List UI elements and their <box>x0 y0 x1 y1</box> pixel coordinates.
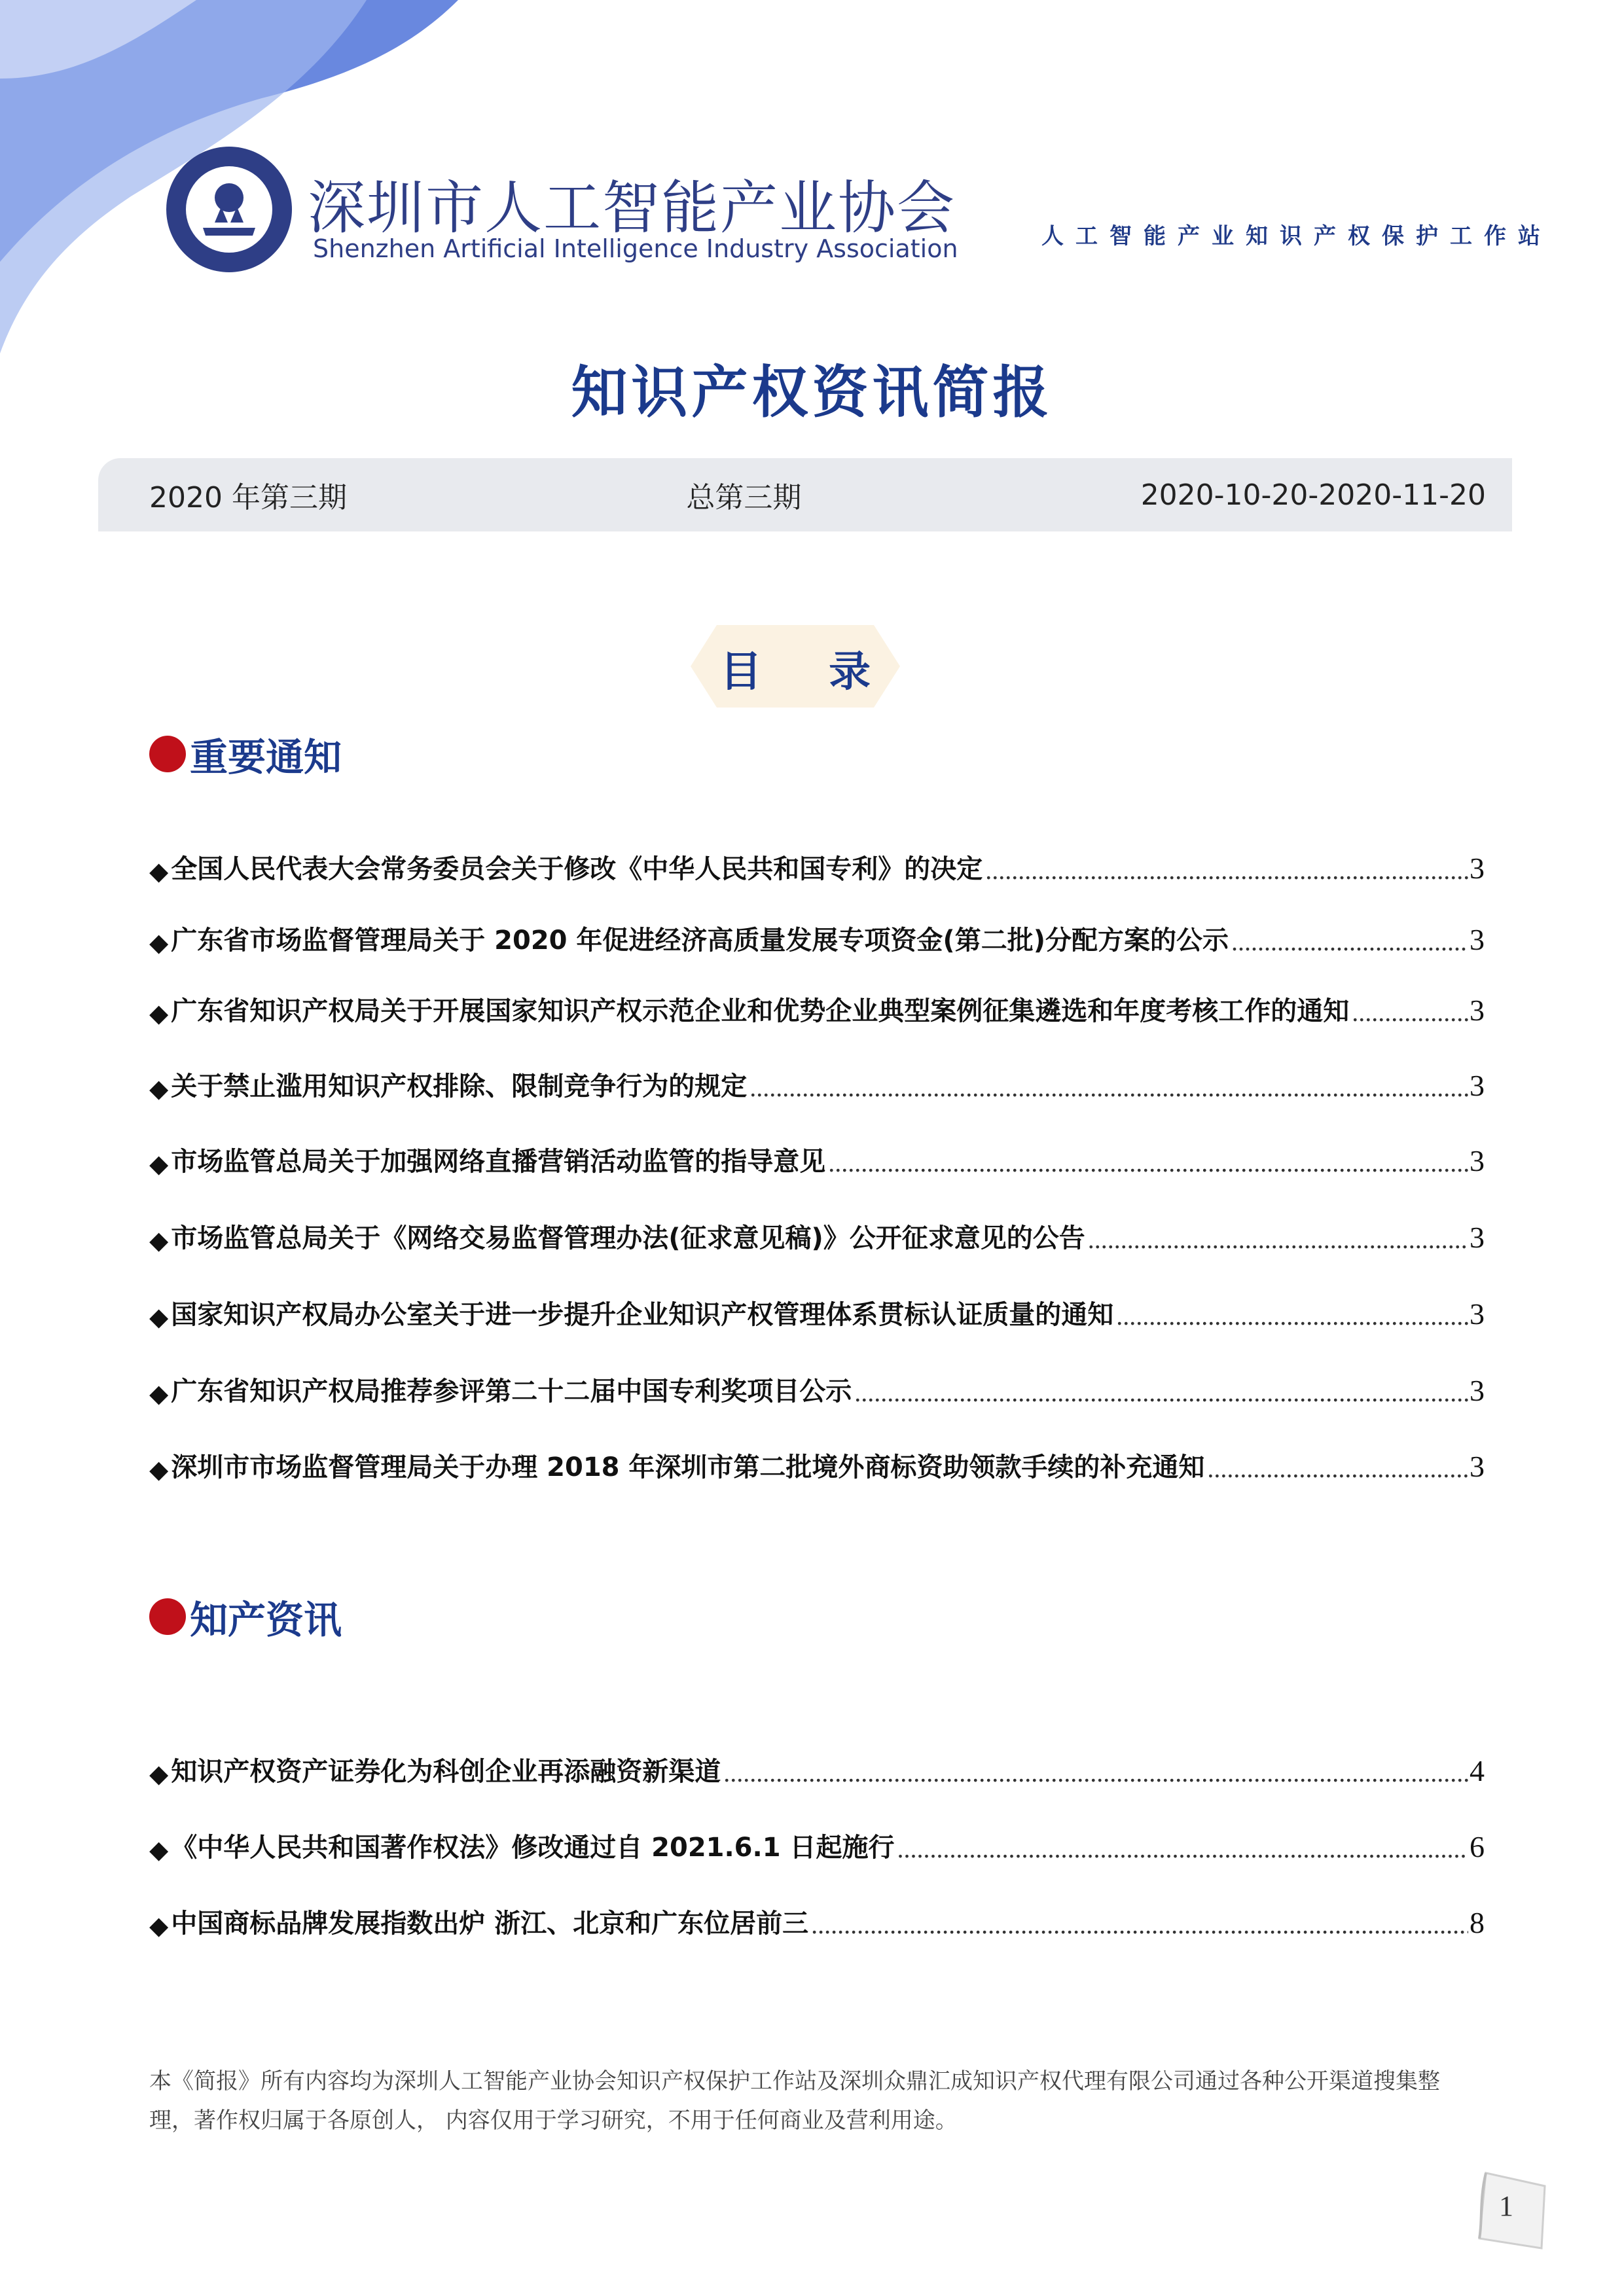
copyright-notice: 本《简报》所有内容均为深圳人工智能产业协会知识产权保护工作站及深圳众鼎汇成知识产权代理有限公司通过各种公开渠道搜集整理，著作权归属于各原创人， 内容仅用于学习研究，不用于任何商业及营利用途。 <box>149 2068 1440 2134</box>
toc-item-page: 3 <box>1470 994 1485 1027</box>
toc-item[interactable] <box>149 1292 1485 1331</box>
diamond-bullet-icon: ◆ <box>149 1226 169 1255</box>
page-number: 1 <box>1499 2190 1513 2222</box>
toc-item-page: 3 <box>1470 1144 1485 1177</box>
toc-item[interactable] <box>149 1064 1485 1103</box>
toc-item-label: 深圳市市场监督管理局关于办理 2018 年深圳市第二批境外商标资助领款手续的补充通知 <box>171 1452 1205 1482</box>
toc-item-page: 3 <box>1470 1297 1485 1331</box>
toc-item-page: 8 <box>1470 1906 1485 1939</box>
diamond-bullet-icon: ◆ <box>149 1835 169 1864</box>
toc-item[interactable] <box>149 1901 1485 1940</box>
date-range-label: 2020-10-20-2020-11-20 <box>1140 478 1486 512</box>
toc-item-page: 3 <box>1470 1221 1485 1254</box>
issue-label: 2020 年第三期 <box>149 481 347 514</box>
total-issue-label: 总第三期 <box>686 481 802 514</box>
toc-item-page: 4 <box>1470 1754 1485 1787</box>
toc-item-label: 中国商标品牌发展指数出炉 浙江、北京和广东位居前三 <box>171 1909 809 1939</box>
toc-item[interactable] <box>149 846 1485 886</box>
toc-item-label: 广东省知识产权局关于开展国家知识产权示范企业和优势企业典型案例征集遴选和年度考核工作的通知 <box>171 996 1350 1026</box>
dot-leader <box>897 1833 1468 1864</box>
toc-item[interactable] <box>149 1139 1485 1178</box>
dot-leader <box>1088 1224 1468 1255</box>
dot-leader <box>1116 1300 1468 1331</box>
diamond-bullet-icon: ◆ <box>149 928 169 957</box>
diamond-bullet-icon: ◆ <box>149 1759 169 1788</box>
dot-leader <box>828 1147 1468 1178</box>
toc-title: 目 录 <box>719 648 897 696</box>
toc-item-label: 市场监管总局关于《网络交易监督管理办法(征求意见稿)》公开征求意见的公告 <box>171 1223 1085 1253</box>
page-curl-icon <box>1466 2160 1564 2258</box>
diamond-bullet-icon: ◆ <box>149 857 169 886</box>
diamond-bullet-icon: ◆ <box>149 999 169 1028</box>
section-heading-ip-news <box>149 1589 342 1644</box>
dot-leader <box>749 1072 1468 1103</box>
toc-item-page: 3 <box>1470 1450 1485 1483</box>
toc-item-label: 市场监管总局关于加强网络直播营销活动监管的指导意见 <box>171 1147 826 1177</box>
toc-item-page: 3 <box>1470 923 1485 956</box>
toc-item-page: 6 <box>1470 1830 1485 1863</box>
toc-item-label: 国家知识产权局办公室关于进一步提升企业知识产权管理体系贯标认证质量的通知 <box>171 1300 1114 1330</box>
dot-leader <box>1231 926 1468 957</box>
toc-item[interactable] <box>149 1369 1485 1408</box>
diamond-bullet-icon: ◆ <box>149 1911 169 1940</box>
red-dot-icon <box>149 736 186 772</box>
toc-item-page: 3 <box>1470 1374 1485 1407</box>
toc-item-label: 全国人民代表大会常务委员会关于修改《中华人民共和国专利》的决定 <box>171 854 983 884</box>
toc-item-page: 3 <box>1470 1069 1485 1102</box>
red-dot-icon <box>149 1598 186 1635</box>
dot-leader <box>1207 1453 1468 1484</box>
toc-item-label: 知识产权资产证券化为科创企业再添融资新渠道 <box>171 1757 721 1787</box>
toc-item-label: 《中华人民共和国著作权法》修改通过自 2021.6.1 日起施行 <box>171 1833 895 1863</box>
dot-leader <box>854 1377 1468 1408</box>
toc-item[interactable] <box>149 1749 1485 1788</box>
toc-item[interactable] <box>149 1444 1485 1484</box>
toc-item[interactable] <box>149 1825 1485 1864</box>
association-name-cn: 深圳市人工智能产业协会 <box>308 174 956 242</box>
diamond-bullet-icon: ◆ <box>149 1302 169 1331</box>
diamond-bullet-icon: ◆ <box>149 1074 169 1103</box>
page-title: 知识产权资讯简报 <box>571 360 1053 425</box>
toc-item-label: 广东省知识产权局推荐参评第二十二届中国专利奖项目公示 <box>171 1376 852 1407</box>
toc-item-label: 关于禁止滥用知识产权排除、限制竞争行为的规定 <box>171 1071 748 1102</box>
association-name-en: Shenzhen Artificial Intelligence Industry Association <box>313 234 958 263</box>
toc-item-label: 广东省市场监督管理局关于 2020 年促进经济高质量发展专项资金(第二批)分配方案的公示 <box>171 925 1229 956</box>
diamond-bullet-icon: ◆ <box>149 1455 169 1484</box>
issue-info-bar <box>98 458 1512 531</box>
section-heading-notices <box>149 726 342 781</box>
dot-leader <box>723 1757 1468 1788</box>
dot-leader <box>1352 997 1468 1028</box>
toc-item[interactable] <box>149 988 1485 1028</box>
dot-leader <box>985 855 1468 886</box>
dot-leader <box>811 1909 1468 1940</box>
toc-item[interactable] <box>149 1215 1485 1255</box>
toc-item[interactable] <box>149 918 1485 957</box>
workstation-label: 人工智能产业知识产权保护工作站 <box>1041 223 1552 249</box>
section-heading-label: 重要通知 <box>190 735 342 780</box>
diamond-bullet-icon: ◆ <box>149 1379 169 1408</box>
toc-item-page: 3 <box>1470 852 1485 885</box>
association-emblem-icon <box>164 144 295 275</box>
section-heading-label: 知产资讯 <box>190 1598 342 1642</box>
diamond-bullet-icon: ◆ <box>149 1149 169 1178</box>
